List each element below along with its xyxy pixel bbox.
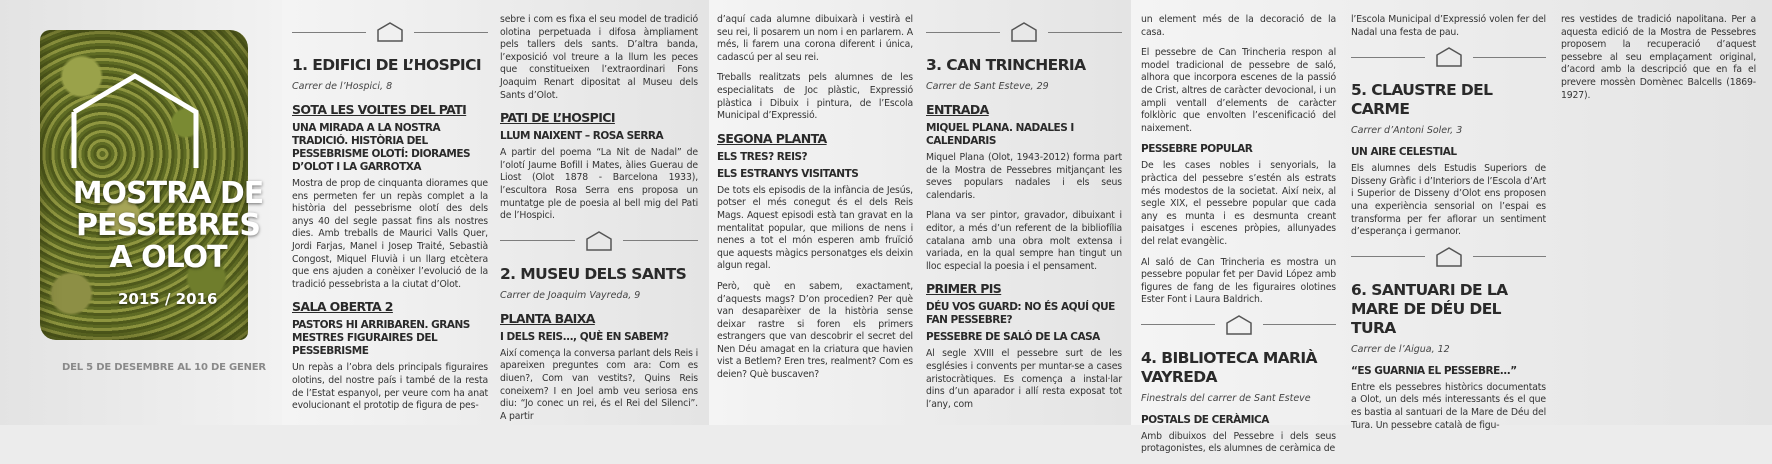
- paragraph: De les cases nobles i senyorials, la pràctica del pessebre s’estén als estrats més modestos de la societat. Així neix, al segle XIX, el pessebre popular que cada any es munta i es desmunta creant paisatges i escenes pròpies, allunyades del relat evangèlic.: [1141, 160, 1336, 247]
- item-title: UN AIRE CELESTIAL: [1351, 146, 1457, 159]
- cover-title: [68, 178, 268, 274]
- paragraph: Mostra de prop de cinquanta diorames que ens permeten fer un repàs complet a la història del pessebrisme olotí des dels anys 40 del segle passat fins als nostres dies. Amb treballs de Maurici Valls Quer, Jordi Farjas, Manel i Josep Traité, Sebastià Congost, Miquel Fluvià i un llarg etcètera que ens ajuden a conèixer l’evolució de la tradició pessebrista a la ciutat d’Olot.: [292, 178, 488, 290]
- paragraph: d’aquí cada alumne dibuixarà i vestirà el seu rei, li posarem un nom i en parlarem. A més, li farem una corona diferent i única, cadascú per al seu rei.: [717, 14, 913, 63]
- address: Carrer de Sant Esteve, 29: [926, 81, 1049, 92]
- address: Carrer de Joaquim Vayreda, 9: [500, 289, 641, 301]
- subsection-title: SOTA LES VOLTES DEL PATI: [292, 102, 467, 117]
- paragraph: Al segle XVIII el pessebre surt de les esglésies i convents per muntar-se a cases aristocràtiques. Es comença a instal·lar dins d’un aparador i allí resta exposat tot l’any, com: [926, 348, 1122, 410]
- section-divider: [926, 22, 1122, 42]
- item-title: UNA MIRADA A LA NOSTRA TRADICIÓ. HISTÒRIA DEL PESSEBRISME OLOTÍ: DIORAMES D’OLOT I LA GARROTXA: [292, 122, 471, 173]
- column: [1351, 0, 1546, 440]
- address: Carrer d’Antoni Soler, 3: [1351, 125, 1463, 137]
- item-title: PESSEBRE POPULAR: [1141, 143, 1253, 156]
- paragraph: Els alumnes dels Estudis Superiors de Disseny Gràfic i d’Interiors de l’Escola d’Art i Superior de Disseny d’Olot ens proposen una experiència sensorial on l’espai es transforma per fer aflorar un sentiment d’esperança i germanor.: [1351, 163, 1546, 238]
- panel-sants-trincheria: [709, 0, 1131, 425]
- subsection-title: ENTRADA: [926, 102, 989, 117]
- section-divider: [1351, 47, 1546, 67]
- column: [500, 0, 698, 431]
- section-divider: [292, 22, 488, 42]
- paragraph: Entre els pessebres històrics documentats a Olot, un dels més interessants és el que es bastia al santuari de la Mare de Déu del Tura. Un pessebre català de figu-: [1351, 381, 1546, 431]
- item-title: ELS ESTRANYS VISITANTS: [717, 167, 859, 180]
- paragraph: Plana va ser pintor, gravador, dibuixant i editor, a més d’un referent de la bibliofília catalana amb una obra molt extensa i variada, en la qual sempre han tingut un lloc especial la poesia i el pensament.: [926, 210, 1122, 272]
- house-divider-icon: [1225, 315, 1253, 335]
- cover-dates: DEL 5 DE DESEMBRE AL 10 DE GENER: [62, 362, 266, 373]
- section-title: 5. CLAUSTRE DEL CARME: [1351, 81, 1493, 119]
- item-title: I DELS REIS..., QUÈ EN SABEM?: [500, 330, 669, 343]
- cover-title-line: A OLOT: [109, 240, 227, 275]
- paragraph: l’Escola Municipal d’Expressió volen fer del Nadal una festa de pau.: [1351, 14, 1546, 38]
- paragraph: A partir del poema “La Nit de Nadal” de l’olotí Jaume Bofill i Mates, àlies Guerau de Liost (Olot 1878 - Barcelona 1933), l’escultora Rosa Serra ens proposa un muntatge ple de poesia al bell mig del Pati de l’Hospici.: [500, 147, 698, 222]
- column: [926, 0, 1122, 419]
- item-title: DÉU VOS GUARD: NO ÉS AQUÍ QUE FAN PESSEBRE?: [926, 301, 1115, 327]
- paragraph: res vestides de tradició napolitana. Per a aquesta edició de la Mostra de Pessebres proposem la recuperació d’aquest pessebre al seu emplaçament original, d’acord amb la descripció que en fa el prevere mossèn Domènec Balcells (1869-1927).: [1561, 14, 1756, 101]
- subsection-title: PRIMER PIS: [926, 281, 1002, 297]
- address: Finestrals del carrer de Sant Esteve: [1141, 392, 1311, 404]
- item-title: PESSEBRE DE SALÓ DE LA CASA: [926, 331, 1100, 344]
- paragraph: Però, què en sabem, exactament, d’aquests mags? D’on procedien? Per què van desaparèixer de la història sense deixar rastre si foren els primers estrangers que van descobrir el secret del Nen Déu amagat en la criatura que havien vist a Betlem? Eren tres, realment? Com es deien? Què buscaven?: [717, 280, 913, 381]
- item-title: “ES GUARNIA EL PESSEBRE...”: [1351, 364, 1517, 377]
- paragraph: Al saló de Can Trincheria es mostra un pessebre popular fet per David López amb figures de fang de les figuraires olotines Ester Font i Laura Baldrich.: [1141, 256, 1336, 306]
- address: Carrer de l’Aigua, 12: [1351, 343, 1450, 355]
- paragraph: Miquel Plana (Olot, 1943-2012) forma part de la Mostra de Pessebres mitjançant les seves populars nadales i els seus calendaris.: [926, 152, 1122, 201]
- paragraph: Un repàs a l’obra dels principals figuraires olotins, del nostre país i també de la resta de l’Estat espanyol, per veure com ha anat evolucionant el prototip de figura de pes-: [292, 362, 488, 412]
- section-divider: [1351, 247, 1546, 267]
- address: Carrer de l’Hospici, 8: [292, 81, 393, 92]
- section-title: 4. BIBLIOTECA MARIÀ VAYREDA: [1141, 348, 1317, 386]
- cover-title-line: MOSTRA DE: [72, 176, 264, 211]
- paragraph: Així comença la conversa parlant dels Reis i apareixen preguntes com ara: Com es diuen?, Com van vestits?, Quins Reis coneixem? I en Joel amb veu seriosa ens diu: “Jo conec un rei, és el Rei del Silenci”. A partir: [500, 347, 699, 422]
- subsection-title: PLANTA BAIXA: [500, 310, 595, 326]
- paragraph: Treballs realitzats pels alumnes de les especialitats de Joc plàstic, Expressió plàstica i Dibuix i pintura, de l’Escola Municipal d’Expressió.: [717, 72, 913, 122]
- cover-year: 2015 / 2016: [118, 290, 218, 308]
- house-divider-icon: [1435, 247, 1463, 267]
- house-divider-icon: [376, 22, 404, 42]
- item-title: POSTALS DE CERÀMICA: [1141, 413, 1269, 426]
- subsection-title: SALA OBERTA 2: [292, 299, 393, 315]
- paragraph: sebre i com es fixa el seu model de tradició olotina perpetuada i difosa àmpliament pels tallers dels sants. D’altra banda, l’exposició vol treure a la llum les peces que constitueixen l’extraordinari Fons Joaquim Renart dipositat al Museu dels Sants d’Olot.: [500, 14, 698, 101]
- panel-hospici: [282, 0, 709, 425]
- cover-panel: [0, 0, 282, 425]
- column: [1561, 0, 1756, 110]
- house-divider-icon: [585, 231, 613, 251]
- panel-trincheria-tura: [1131, 0, 1772, 455]
- column: [292, 0, 488, 421]
- paragraph: De tots els episodis de la infància de Jesús, potser el més conegut és el dels Reis Mags. Aquest episodi està tan gravat en la mentalitat popular, que milions de nens i nenes a tot el món esperen amb fruïció que aquests màgics personatges els deixin algun regal.: [717, 184, 913, 272]
- house-icon: [70, 72, 200, 172]
- section-title: 3. CAN TRINCHERIA: [926, 56, 1086, 74]
- house-divider-icon: [1010, 22, 1038, 42]
- item-title: MIQUEL PLANA. NADALES I CALENDARIS: [926, 122, 1074, 147]
- paragraph: un element més de la decoració de la casa.: [1141, 14, 1336, 38]
- section-title: 2. MUSEU DELS SANTS: [500, 264, 687, 283]
- item-title: ELS TRES? REIS?: [717, 150, 808, 163]
- section-divider: [500, 231, 698, 251]
- subsection-title: PATI DE L’HOSPICI: [500, 110, 615, 126]
- column: [1141, 0, 1336, 464]
- section-title: 1. EDIFICI DE L’HOSPICI: [292, 56, 482, 74]
- section-title: 6. SANTUARI DE LA MARE DE DÉU DEL TURA: [1351, 280, 1508, 337]
- cover-title-line: PESSEBRES: [76, 208, 260, 243]
- item-title: PASTORS HI ARRIBAREN. GRANS MESTRES FIGURAIRES DEL PESSEBRISME: [292, 319, 470, 358]
- paragraph: El pessebre de Can Trincheria respon al model tradicional de pessebre de saló, alhora que incorpora escenes de la passió de Crist, altres de caràcter devocional, i un ampli ventall d’elements de caràcter folklòric que envolten l’escenificació del naixement.: [1141, 47, 1336, 134]
- section-divider: [1141, 315, 1336, 335]
- column: [717, 0, 913, 390]
- subsection-title: SEGONA PLANTA: [717, 130, 827, 146]
- item-title: LLUM NAIXENT – ROSA SERRA: [500, 130, 664, 143]
- paragraph: Amb dibuixos del Pessebre i dels seus protagonistes, els alumnes de ceràmica de: [1141, 430, 1336, 455]
- house-divider-icon: [1435, 47, 1463, 67]
